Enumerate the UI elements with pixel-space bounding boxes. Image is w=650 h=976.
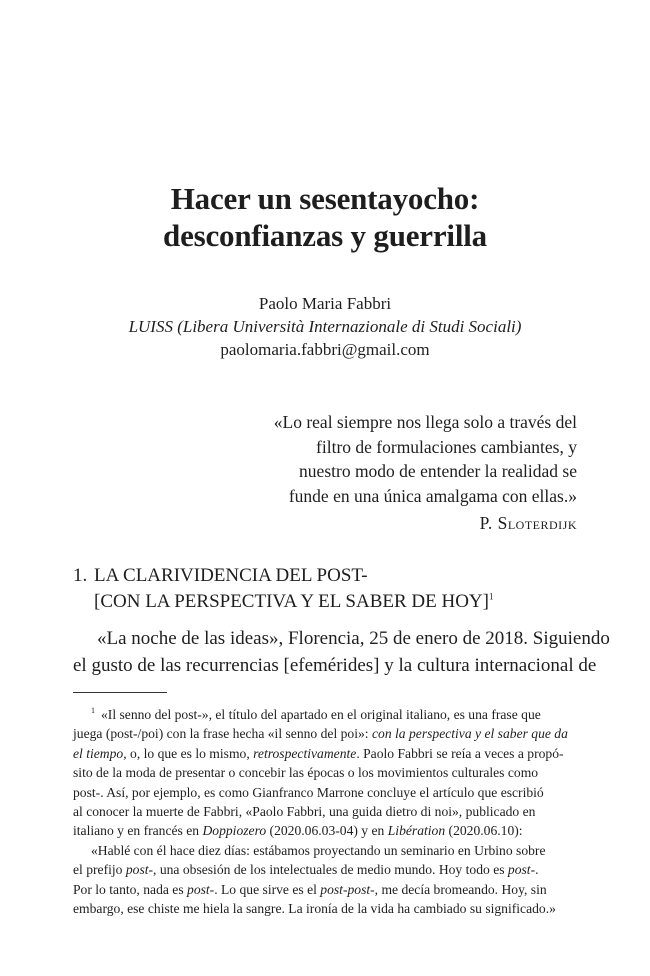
epigraph-attribution: P. Sloterdijk	[479, 513, 577, 533]
footnote-text: (2020.06.10):	[445, 823, 523, 839]
section-title-line-1: LA CLARIVIDENCIA DEL POST-	[94, 565, 368, 586]
footnote-text: . Lo que sirve es el	[214, 881, 321, 897]
footnote-text: al conocer la muerte de Fabbri, «Paolo Fabbri, una guida dietro di noi», publicado en	[73, 804, 536, 820]
author-name: Paolo Maria Fabbri	[258, 294, 392, 313]
body-line: «La noche de las ideas», Florencia, 25 de enero de 2018. Siguiendo	[97, 628, 610, 649]
footnote-text: post-. Así, por ejemplo, es como Gianfranco Marrone concluye el artículo que escribió	[73, 784, 544, 800]
footnote	[73, 705, 578, 918]
footnote-text: .	[535, 862, 539, 878]
footnote-mark: 1	[91, 706, 95, 716]
section-title-line-2: [CON LA PERSPECTIVA Y EL SABER DE HOY]	[94, 591, 489, 612]
epigraph-line: funde en una única amalgama con ellas.»	[288, 485, 577, 506]
footnote-text: el prefijo	[73, 862, 126, 878]
footnote-italic: Libération	[387, 823, 446, 839]
footnote-text: «Il senno del post-», el título del apartado en el original italiano, es una frase que	[101, 707, 541, 722]
epigraph-line: filtro de formulaciones cambiantes, y	[316, 436, 577, 457]
chapter-title	[0, 180, 650, 254]
footnote-italic: el tiempo	[73, 745, 124, 761]
footnote-reference: 1	[488, 591, 494, 602]
title-line-2: desconfianzas y guerrilla	[163, 218, 487, 253]
section-heading	[73, 563, 583, 615]
footnote-text: Por lo tanto, nada es	[73, 881, 188, 897]
author-block	[0, 292, 650, 361]
footnote-divider	[73, 692, 167, 693]
body-paragraph	[73, 625, 610, 679]
footnote-text: «Hablé con él hace diez días: estábamos proyectando un seminario en Urbino sobre	[91, 842, 546, 858]
footnote-italic: post-	[187, 881, 215, 897]
footnote-text: , una obsesión de los intelectuales de medio mundo. Hoy todo es	[153, 862, 508, 878]
footnote-text: sito de la moda de presentar o concebir las épocas o los movimientos culturales como	[73, 765, 539, 781]
author-affiliation: LUISS (Libera Università Internazionale di Studi Sociali)	[128, 317, 522, 336]
footnote-italic: retrospectivamente	[253, 745, 357, 761]
footnote-text: , me decía bromeando. Hoy, sin	[374, 881, 547, 897]
epigraph-line: nuestro modo de entender la realidad se	[299, 461, 577, 481]
footnote-text: embargo, ese chiste me hiela la sangre. La ironía de la vida ha cambiado su significado.»	[73, 901, 556, 917]
footnote-text: italiano y en francés en	[73, 823, 203, 839]
epigraph-line: «Lo real siempre nos llega solo a través del	[273, 412, 577, 432]
footnote-italic: Doppiozero	[202, 823, 267, 839]
footnote-text: juega (post-/poi) con la frase hecha «il senno del poi»:	[73, 726, 372, 742]
body-line: el gusto de las recurrencias [efemérides] y la cultura internacional de	[73, 655, 597, 676]
footnote-italic: post-	[507, 862, 536, 878]
epigraph	[237, 410, 577, 536]
footnote-text: , o, lo que es lo mismo,	[123, 745, 254, 761]
footnote-text: (2020.06.03-04) y en	[266, 823, 388, 839]
title-line-1: Hacer un sesentayocho:	[170, 181, 480, 216]
footnote-italic: con la perspectiva y el saber que da	[371, 726, 568, 742]
author-email: paolomaria.fabbri@gmail.com	[220, 340, 430, 359]
footnote-text: . Paolo Fabbri se reía a veces a propó-	[356, 745, 564, 761]
footnote-italic: post-	[125, 862, 154, 878]
section-number: 1.	[73, 565, 88, 586]
footnote-italic: post-post-	[320, 881, 375, 897]
